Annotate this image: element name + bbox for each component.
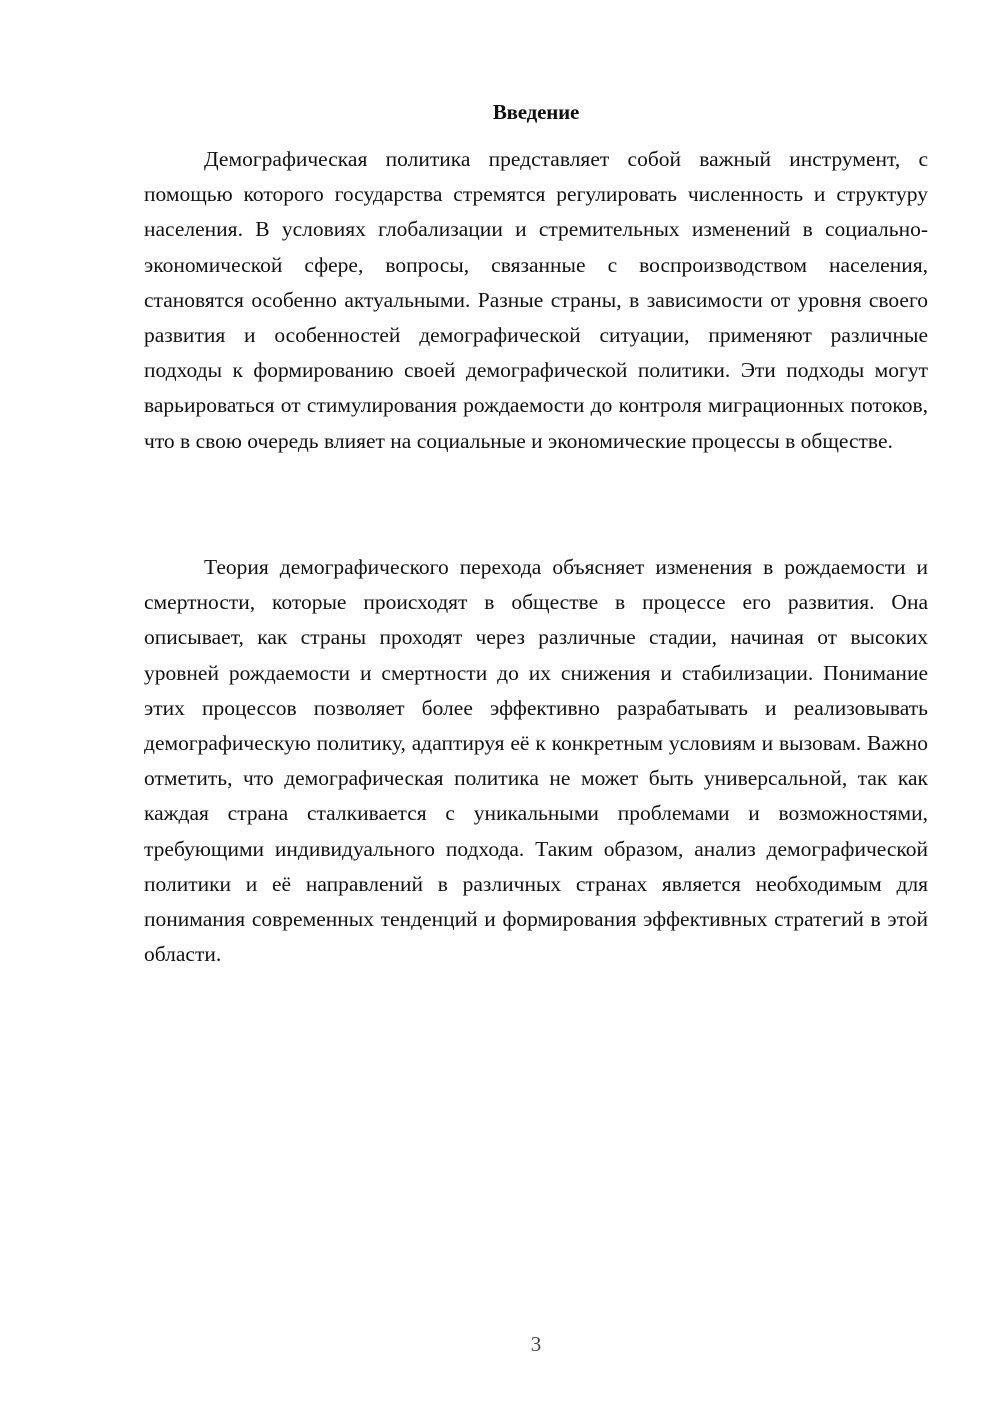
paragraph-1: Демографическая политика представляет собой важный инструмент, с помощью которого государства стремятся регулировать численность и структуру населения. В условиях глобализации и стремительных изменений в социально-экономической сфере, вопросы, связанные с воспроизводством населения, становятся особенно актуальными. Разные страны, в зависимости от уровня своего развития и особенностей демографической ситуации, применяют различные подходы к формированию своей демографической политики. Эти подходы могут варьироваться от стимулирования рождаемости до контроля миграционных потоков, что в свою очередь влияет на социальные и экономические процессы в обществе. <box>144 147 928 453</box>
section-heading: Введение <box>492 100 580 124</box>
page-number: 3 <box>530 1332 542 1356</box>
paragraph-2: Теория демографического перехода объясняет изменения в рождаемости и смертности, которые происходят в обществе в процессе его развития. Она описывает, как страны проходят через различные стадии, начиная от высоких уровней рождаемости и смертности до их снижения и стабилизации. Понимание этих процессов позволяет более эффективно разрабатывать и реализовывать демографическую политику, адаптируя её к конкретным условиям и вызовам. Важно отметить, что демографическая политика не может быть универсальной, так как каждая страна сталкивается с уникальными проблемами и возможностями, требующими индивидуального подхода. Таким образом, анализ демографической политики и её направлений в различных странах является необходимым для понимания современных тенденций и формирования эффективных стратегий в этой области. <box>144 555 928 967</box>
